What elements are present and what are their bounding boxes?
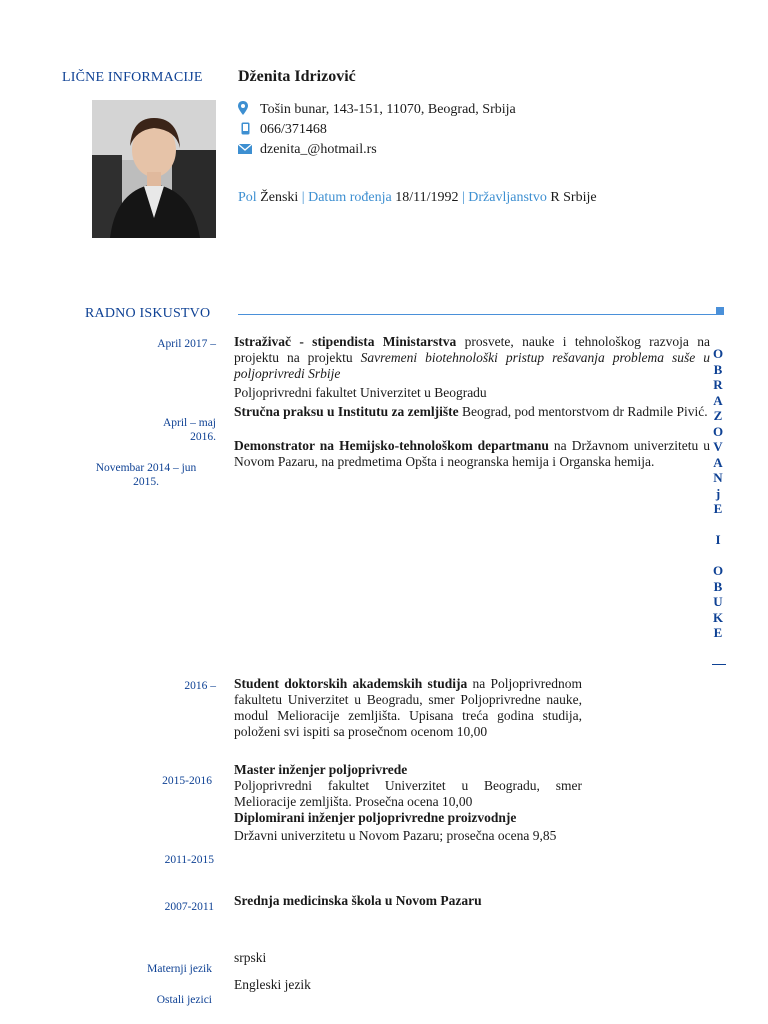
address-text: Tošin bunar, 143-151, 11070, Beograd, Srbija [260, 102, 516, 117]
person-photo-icon [92, 100, 216, 238]
other-languages-label: Ostali jezici [156, 994, 212, 1006]
vertical-title-letter: V [713, 439, 723, 454]
experience-entry [234, 404, 710, 420]
experience-date: Novembar 2014 – jun 2015. [95, 462, 197, 488]
section-title-experience: RADNO ISKUSTVO [85, 306, 211, 321]
section-divider [238, 314, 716, 315]
mother-tongue-value: srpski [234, 950, 267, 965]
contact-block [238, 101, 516, 159]
vertical-education-title [711, 346, 725, 641]
education-date: 2015-2016 [162, 775, 212, 787]
education-text: Poljoprivredni fakultet Univerzitet u Beogradu, smer Melioracije zemljišta. Prosečna ocena 10,00 [234, 778, 582, 809]
experience-date: April 2017 – [157, 338, 216, 350]
experience-employer: Poljoprivredni fakultet Univerzitet u Beogradu [234, 385, 487, 400]
vertical-title-letter: O [712, 563, 724, 578]
education-entry [234, 676, 582, 740]
vertical-title-letter: U [713, 594, 723, 609]
vertical-title-letter: O [712, 423, 724, 439]
address-row [238, 101, 516, 119]
vertical-title-letter: j [715, 485, 721, 501]
vertical-title-letter: B [713, 578, 723, 594]
vertical-title-letter: K [712, 609, 724, 625]
vertical-title-letter: Z [713, 408, 723, 423]
phone-row [238, 121, 516, 139]
education-date: 2011-2015 [164, 854, 214, 866]
experience-text: na Državnom univerzitetu u Novom Pazaru, na predmetima Opšta i neogranska hemija i Organska hemija. [234, 438, 711, 469]
divider-end-square [716, 307, 724, 315]
vertical-title-letter: A [713, 392, 723, 408]
experience-title: Istraživač - stipendista Ministarstva [234, 334, 457, 349]
experience-title: Demonstrator na Hemijsko-tehnološkom departmanu [234, 438, 549, 453]
education-title: Master inženjer poljoprivrede [234, 762, 408, 777]
education-title: Student doktorskih akademskih studija [234, 676, 468, 691]
mobile-phone-icon [238, 122, 260, 139]
envelope-icon [238, 142, 260, 158]
education-text: Državni univerzitetu u Novom Pazaru; prosečna ocena 9,85 [234, 828, 557, 843]
vertical-title-letter: E [713, 501, 723, 516]
dob-label: Datum rođenja [308, 190, 392, 205]
separator: | [301, 190, 305, 205]
education-title: Srednja medicinska škola u Novom Pazaru [234, 893, 482, 908]
vertical-title-letter [711, 517, 725, 533]
vertical-title-letter: B [713, 361, 723, 377]
vertical-title-letter: E [713, 625, 723, 640]
vertical-title-letter: O [712, 346, 724, 361]
education-date: 2016 – [184, 680, 216, 692]
vertical-title-letter: A [713, 454, 723, 470]
education-title: Diplomirani inženjer poljoprivredne proizvodnje [234, 810, 517, 825]
email-row [238, 141, 516, 159]
experience-title: Stručna praksu u Institutu za zemljište [234, 404, 459, 419]
phone-text: 066/371468 [260, 122, 327, 137]
personal-details-line [238, 190, 597, 206]
location-pin-icon [238, 101, 260, 119]
citizenship-value: R Srbije [550, 190, 597, 205]
profile-photo [92, 100, 216, 238]
experience-entry [234, 334, 710, 382]
citizenship-label: Državljanstvo [468, 190, 547, 205]
experience-text: prosvete, nauke i tehnološkog razvoja na projektu na projektu [234, 334, 711, 365]
person-name: Dženita Idrizović [238, 68, 356, 85]
experience-date: April – maj 2016. [162, 417, 216, 443]
vertical-title-letter: I [715, 532, 721, 547]
dob-value: 18/11/1992 [395, 190, 459, 205]
experience-entry [234, 438, 710, 470]
separator: | [461, 190, 465, 205]
experience-text: Beograd, pod mentorstvom dr Radmile Pivić. [458, 404, 708, 419]
project-title: Savremeni biotehnološki pristup rešavanja problema suše u poljoprivredi Srbije [234, 350, 710, 381]
vertical-title-letter: R [713, 377, 723, 392]
education-date: 2007-2011 [164, 901, 214, 913]
other-languages-value: Engleski jezik [234, 977, 311, 992]
vertical-title-letter: N [713, 470, 723, 485]
section-title-personal: LIČNE INFORMACIJE [62, 70, 203, 85]
vertical-title-letter [711, 548, 725, 564]
mother-tongue-label: Maternji jezik [147, 963, 212, 975]
vertical-title-underline [712, 664, 726, 665]
gender-value: Ženski [260, 190, 299, 205]
gender-label: Pol [238, 190, 257, 205]
email-text: dzenita_@hotmail.rs [260, 142, 377, 157]
education-text: na Poljoprivrednom fakultetu Univerzitet u Beogradu, smer Poljoprivredne nauke, modul Melioracije zemljišta. Upisana treća godina studija, položeni svi ispiti sa prosečnom ocenom 10,00 [234, 676, 582, 739]
